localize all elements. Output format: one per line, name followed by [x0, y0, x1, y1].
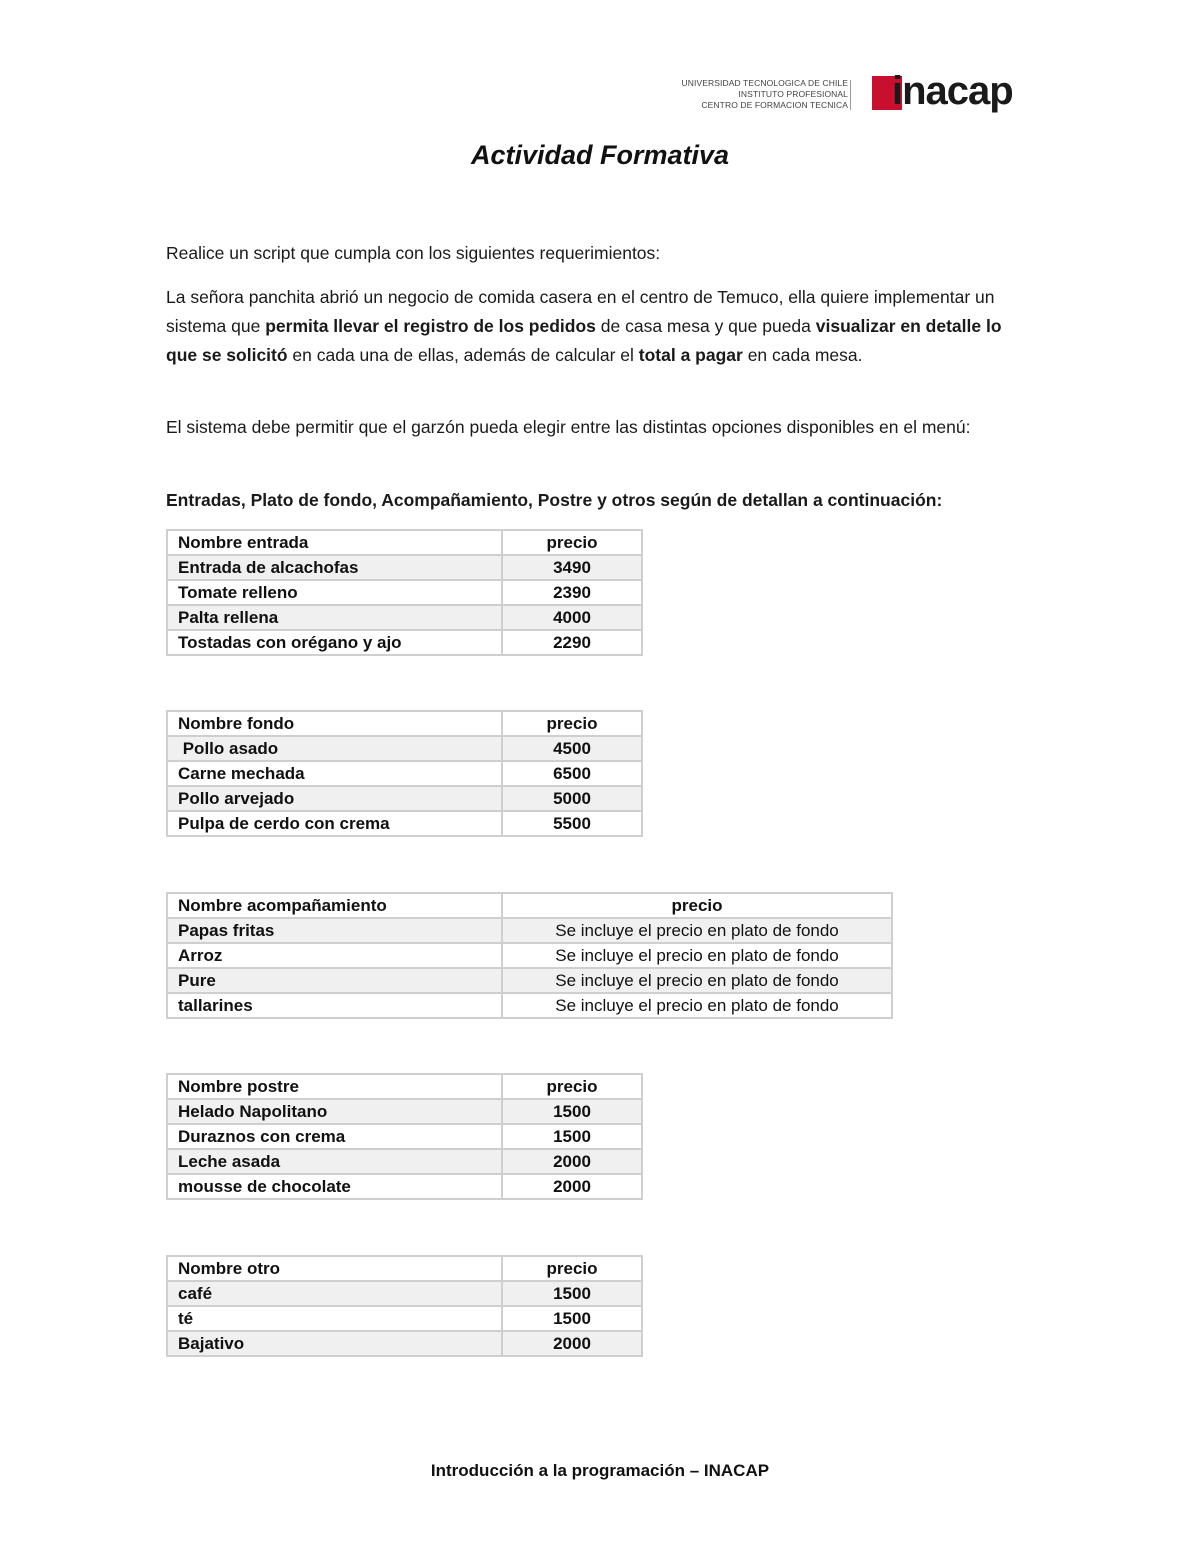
inacap-logo	[680, 69, 1020, 120]
item-price: 1500	[502, 1099, 642, 1124]
table-row	[167, 993, 892, 1018]
logo-institution-lines	[682, 78, 848, 111]
item-price: 2000	[502, 1174, 642, 1199]
paragraph-text: en cada mesa.	[742, 345, 863, 365]
entradas-table	[166, 529, 643, 656]
table-row	[167, 761, 642, 786]
item-price: Se incluye el precio en plato de fondo	[502, 968, 892, 993]
item-name: Pollo asado	[167, 736, 502, 761]
paragraph-text: en cada una de ellas, además de calcular el	[287, 345, 639, 365]
item-name: Entrada de alcachofas	[167, 555, 502, 580]
item-price: 2000	[502, 1331, 642, 1356]
item-price: 1500	[502, 1124, 642, 1149]
bold-requirement: total a pagar	[638, 345, 743, 365]
menu-options-paragraph: El sistema debe permitir que el garzón pueda elegir entre las distintas opciones disponibles en el menú:	[166, 417, 971, 437]
bold-requirement: permita llevar el registro de los pedidos	[265, 316, 596, 336]
column-header: Nombre entrada	[167, 530, 502, 555]
column-header: precio	[502, 1256, 642, 1281]
item-name: tallarines	[167, 993, 502, 1018]
item-price: 5000	[502, 786, 642, 811]
table-row	[167, 1124, 642, 1149]
table-row	[167, 786, 642, 811]
table-row	[167, 1331, 642, 1356]
item-name: Bajativo	[167, 1331, 502, 1356]
table-row	[167, 918, 892, 943]
item-price: 6500	[502, 761, 642, 786]
item-price: Se incluye el precio en plato de fondo	[502, 918, 892, 943]
logo-line: UNIVERSIDAD TECNOLOGICA DE CHILE	[681, 78, 848, 88]
column-header: Nombre fondo	[167, 711, 502, 736]
column-header: precio	[502, 711, 642, 736]
item-price: Se incluye el precio en plato de fondo	[502, 993, 892, 1018]
page-title: Actividad Formativa	[470, 140, 730, 170]
table-row	[167, 1099, 642, 1124]
table-row	[167, 1306, 642, 1331]
logo-line: CENTRO DE FORMACION TECNICA	[701, 100, 848, 110]
item-name: Papas fritas	[167, 918, 502, 943]
table-row	[167, 943, 892, 968]
table-row	[167, 605, 642, 630]
column-header: Nombre acompañamiento	[167, 893, 502, 918]
table-row	[167, 736, 642, 761]
fondos-table	[166, 710, 643, 837]
item-name: Pulpa de cerdo con crema	[167, 811, 502, 836]
logo-separator	[850, 80, 851, 110]
column-header: precio	[502, 1074, 642, 1099]
table-row	[167, 630, 642, 655]
item-price: 5500	[502, 811, 642, 836]
item-price: 4000	[502, 605, 642, 630]
logo-line: INSTITUTO PROFESIONAL	[738, 89, 848, 99]
item-name: Carne mechada	[167, 761, 502, 786]
table-header-row	[167, 1256, 642, 1281]
column-header: Nombre otro	[167, 1256, 502, 1281]
item-name: Leche asada	[167, 1149, 502, 1174]
item-name: Arroz	[167, 943, 502, 968]
table-header-row	[167, 711, 642, 736]
table-header-row	[167, 893, 892, 918]
item-price: 2290	[502, 630, 642, 655]
table-row	[167, 811, 642, 836]
item-price: 3490	[502, 555, 642, 580]
table-header-row	[167, 1074, 642, 1099]
page-footer: Introducción a la programación – INACAP	[430, 1461, 770, 1480]
item-price: 1500	[502, 1306, 642, 1331]
item-price: 2390	[502, 580, 642, 605]
item-price: Se incluye el precio en plato de fondo	[502, 943, 892, 968]
acompanamientos-table	[166, 892, 893, 1019]
column-header: precio	[502, 893, 892, 918]
table-row	[167, 1174, 642, 1199]
item-name: té	[167, 1306, 502, 1331]
item-name: Tostadas con orégano y ajo	[167, 630, 502, 655]
postres-table	[166, 1073, 643, 1200]
table-row	[167, 1149, 642, 1174]
table-row	[167, 580, 642, 605]
column-header: Nombre postre	[167, 1074, 502, 1099]
item-name: Duraznos con crema	[167, 1124, 502, 1149]
column-header: precio	[502, 530, 642, 555]
item-name: Palta rellena	[167, 605, 502, 630]
item-name: Pure	[167, 968, 502, 993]
paragraph-text: de casa mesa y que pueda	[595, 316, 816, 336]
bold-requirement: visualizar en detalle lo que se solicitó	[166, 316, 1002, 365]
table-row	[167, 968, 892, 993]
item-name: mousse de chocolate	[167, 1174, 502, 1199]
logo-wordmark: inacap	[892, 69, 1013, 113]
item-price: 1500	[502, 1281, 642, 1306]
item-name: Pollo arvejado	[167, 786, 502, 811]
intro-paragraph: Realice un script que cumpla con los siguientes requerimientos:	[166, 243, 661, 263]
item-name: café	[167, 1281, 502, 1306]
item-name: Tomate relleno	[167, 580, 502, 605]
paragraph-text: La señora panchita abrió un negocio de comida casera en el centro de Temuco, ella quiere implementar un sistema que	[166, 287, 995, 336]
categories-heading: Entradas, Plato de fondo, Acompañamiento, Postre y otros según de detallan a continuación:	[166, 490, 943, 510]
table-row	[167, 1281, 642, 1306]
item-price: 4500	[502, 736, 642, 761]
table-header-row	[167, 530, 642, 555]
item-price: 2000	[502, 1149, 642, 1174]
table-row	[167, 555, 642, 580]
description-paragraph	[166, 283, 1036, 370]
item-name: Helado Napolitano	[167, 1099, 502, 1124]
otros-table	[166, 1255, 643, 1357]
